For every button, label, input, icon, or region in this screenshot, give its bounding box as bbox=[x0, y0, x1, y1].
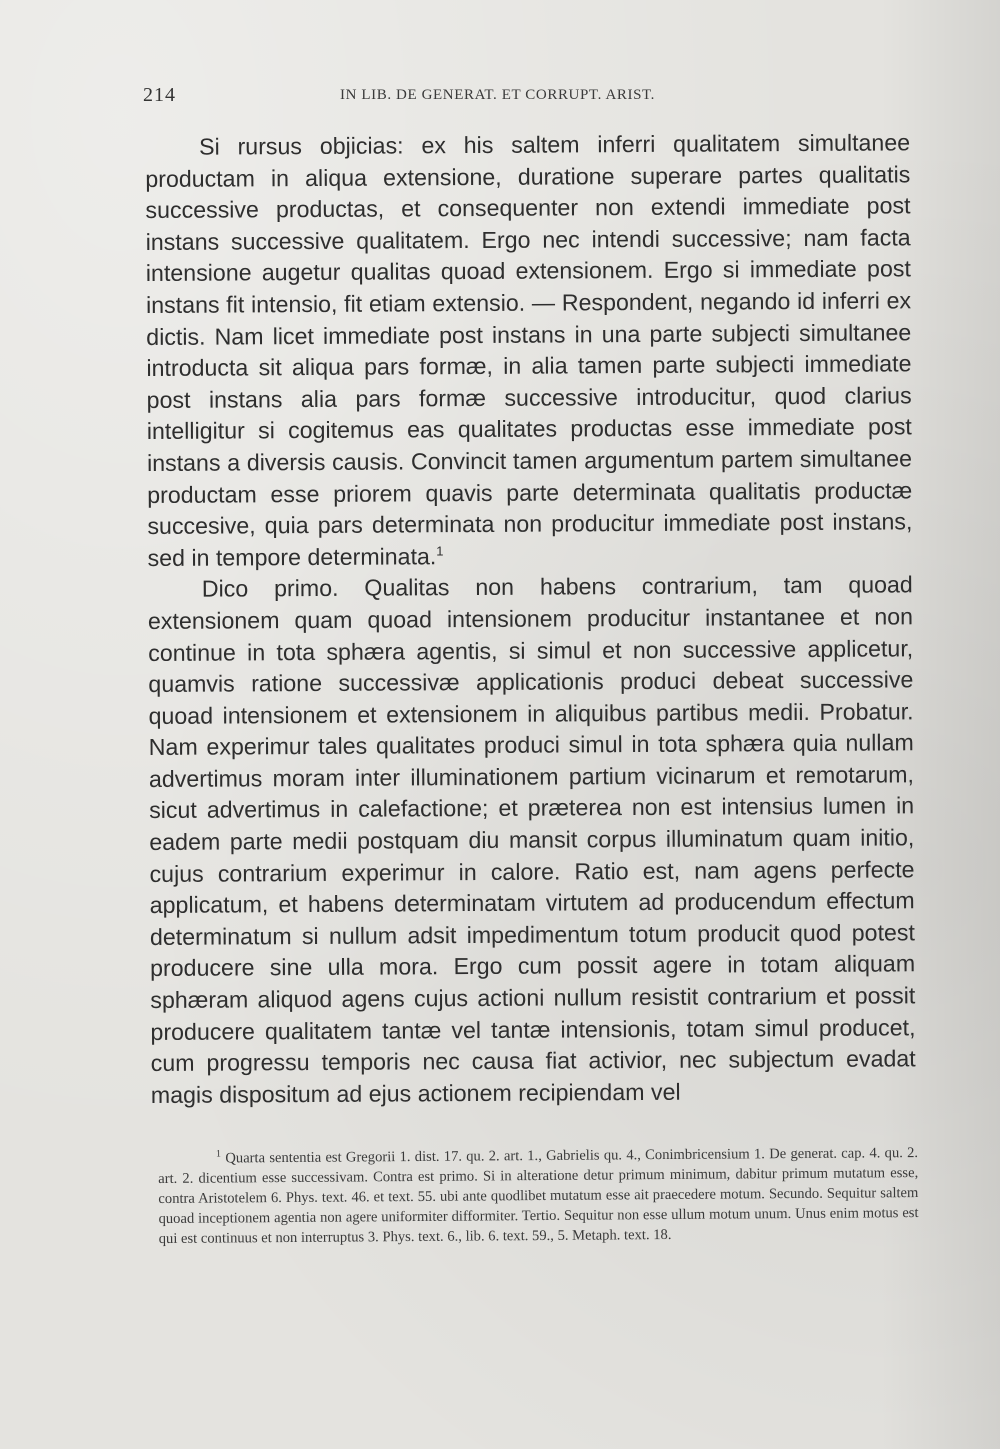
footnotes bbox=[158, 1144, 919, 1249]
page-header bbox=[143, 84, 913, 110]
footnote-text: Quarta sententia est Gregorii 1. dist. 17. qu. 2. art. 1., Gabrielis qu. 4., Conimbricensium 1. De generat. cap. 4. qu. 2. art. 2. dicentium esse successivam. Contra est primo. Si in alteratione detur primum minimum, dabitur primum mutatum esse, contra Aristotelem 6. Phys. text. 46. et text. 55. ubi ante quodlibet mutatum esse ait praecedere motum. Secundo. Sequitur saltem quoad inceptionem agentia non agere uniformiter difformiter. Tertio. Sequitur non esse ullum motum unum. Unus enim motus est qui est continuus et non interruptus 3. Phys. text. 6., lib. 6. text. 59., 5. Metaph. text. 18. bbox=[158, 1145, 919, 1247]
page-number: 214 bbox=[143, 84, 176, 106]
running-head: IN LIB. DE GENERAT. ET CORRUPT. ARIST. bbox=[340, 87, 656, 103]
paragraph bbox=[145, 127, 913, 574]
footnote-reference: 1 bbox=[436, 543, 444, 559]
footnote bbox=[158, 1144, 919, 1249]
main-text bbox=[145, 127, 916, 1111]
paragraph-text: Si rursus objicias: ex his saltem inferri qualitatem simultanee productam in aliqua extensione, duratione superare partes qualitatis successive productas, et consequenter non extendi immediate post instans successive qualitatem. Ergo nec intendi successive; nam facta intensione augetur qualitas quoad extensionem. Ergo si immediate post instans fit intensio, fit etiam extensio. — Respondent, negando id inferri ex dictis. Nam licet immediate post instans in una parte subjecti simultanee introducta sit aliqua pars formæ, in alia tamen parte subjecti immediate post instans alia pars formæ successive introducitur, quod clarius intelligitur si cogitemus eas qualitates productas esse immediate post instans a diversis causis. Convincit tamen argumentum partem simultanee productam esse priorem quavis parte determinata qualitatis productæ succesive, quia pars determinata non producitur immediate post instans, sed in tempore determinata. bbox=[145, 129, 913, 571]
footnote-marker: 1 bbox=[215, 1148, 222, 1160]
paragraph: Dico primo. Qualitas non habens contrarium, tam quoad extensionem quam quoad intensionem producitur instantanee et non continue in tota sphæra agentis, si simul et non successive applicetur, quamvis ratione successivæ applicationis produci debeat successive quoad intensionem et extensionem in aliquibus partibus medii. Probatur. Nam experimur tales qualitates produci simul in tota sphæra quia nullam advertimus moram inter illuminationem partium vicinarum et remotarum, sicut advertimus in calefactione; et præterea non est intensius lumen in eadem parte medii postquam diu mansit corpus illuminatum quam initio, cujus contrarium experimur in calore. Ratio est, nam agens perfecte applicatum, et habens determinatam virtutem ad producendum effectum determinatum si nullum adsit impedimentum totum producit quod potest producere sine ulla mora. Ergo cum possit agere in totam aliquam sphæram aliquod agens cujus actioni nullum resistit contrarium et possit producere qualitatem tantæ vel tantæ intensionis, totam simul producet, cum progressu temporis nec causa fiat activior, nec subjectum evadat magis dispositum ad ejus actionem recipiendam vel bbox=[147, 571, 916, 1108]
